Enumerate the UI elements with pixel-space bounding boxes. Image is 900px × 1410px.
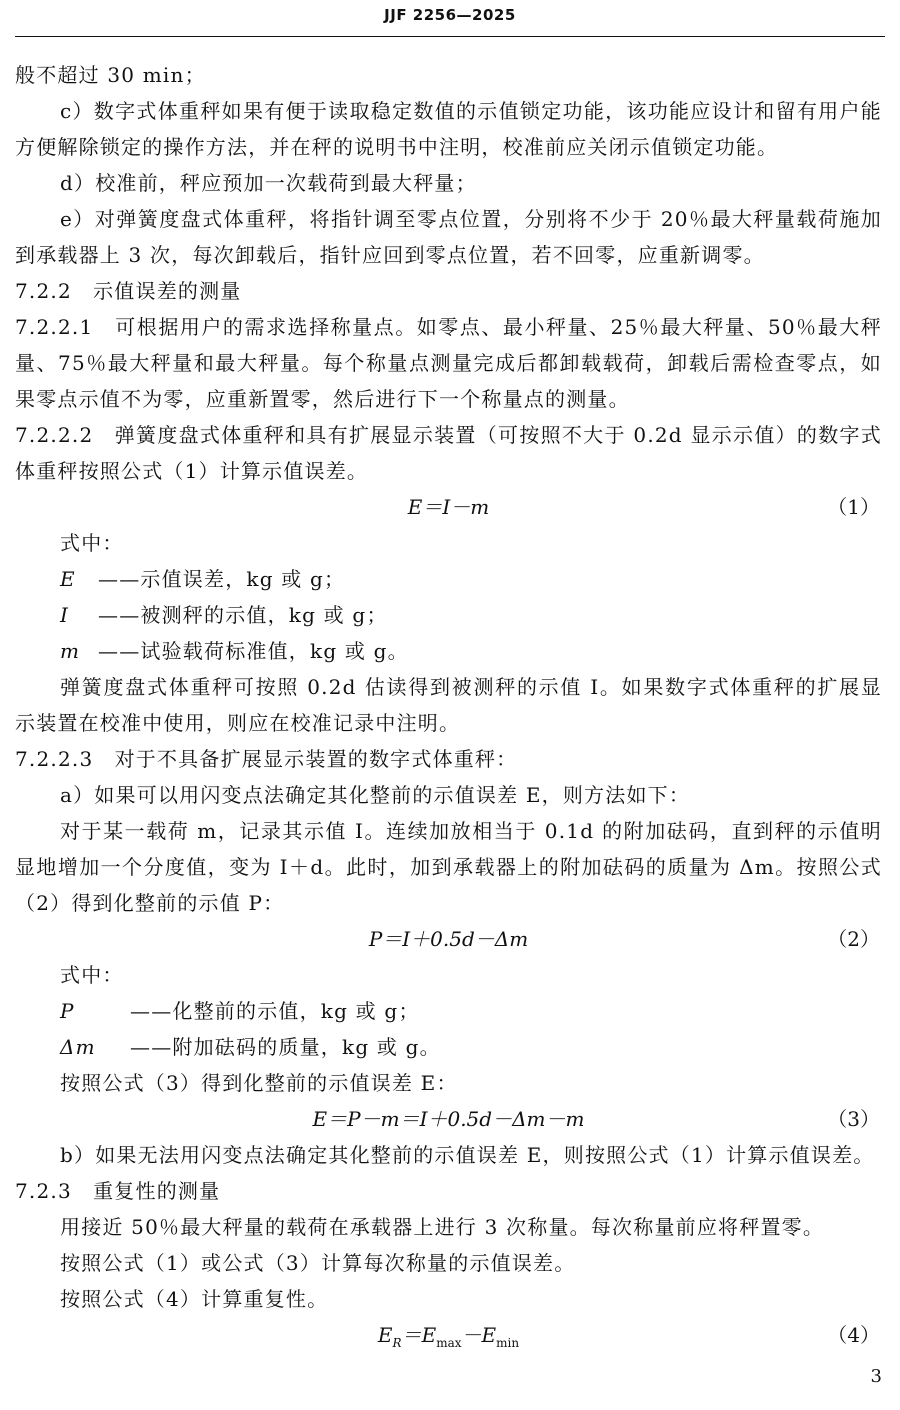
- formula-2-expression: P＝I＋0.5d－Δm: [368, 927, 529, 951]
- formula-1-number: （1）: [827, 495, 880, 519]
- where-label-2: 式中：: [60, 963, 124, 987]
- formula-2: [15, 921, 882, 957]
- definition-E-text: ——示值误差，kg 或 g；: [98, 567, 346, 591]
- definition-delta-m-text: ——附加砝码的质量，kg 或 g。: [130, 1035, 441, 1059]
- definition-P: [15, 993, 882, 1029]
- repeatability-text-3: 按照公式（4）计算重复性。: [60, 1287, 329, 1311]
- repeatability-text-2: 按照公式（1）或公式（3）计算每次称量的示值误差。: [60, 1251, 576, 1275]
- clause-7-2-2-1: 7.2.2.1 可根据用户的需求选择称量点。如零点、最小秤量、25％最大秤量、50％最大秤量、75％最大秤量和最大秤量。每个称量点测量完成后都卸载载荷，卸载后需检查零点，如果零点示值不为零，应重新置零，然后进行下一个称量点的测量。: [15, 315, 882, 411]
- formula-4-equals: ＝E: [401, 1323, 437, 1347]
- section-7-2-3-heading: 7.2.3 重复性的测量: [15, 1179, 221, 1203]
- definition-I-text: ——被测秤的示值，kg 或 g；: [98, 603, 388, 627]
- clause-7-2-2-2: 7.2.2.2 弹簧度盘式体重秤和具有扩展显示装置（可按照不大于 0.2d 显示示值）的数字式体重秤按照公式（1）计算示值误差。: [15, 423, 882, 483]
- formula-1-expression: E＝I－m: [407, 495, 490, 519]
- formula-1: [15, 489, 882, 525]
- symbol-delta-m: Δm: [60, 1035, 96, 1059]
- repeatability-text-1: 用接近 50％最大秤量的载荷在承载器上进行 3 次称量。每次称量前应将秤置零。: [60, 1215, 825, 1239]
- symbol-m: m: [60, 639, 81, 663]
- item-e: e）对弹簧度盘式体重秤，将指针调至零点位置，分别将不少于 20％最大秤量载荷施加到承载器上 3 次，每次卸载后，指针应回到零点位置，若不回零，应重新调零。: [15, 207, 882, 267]
- page-header-code: JJF 2256—2025: [384, 6, 516, 24]
- formula-4-expression: [377, 1323, 520, 1350]
- formula-3-intro: 按照公式（3）得到化整前的示值误差 E：: [60, 1071, 458, 1095]
- item-a: a）如果可以用闪变点法确定其化整前的示值误差 E，则方法如下：: [60, 783, 691, 807]
- formula-4-number: （4）: [827, 1323, 880, 1347]
- item-d: d）校准前，秤应预加一次载荷到最大秤量；: [60, 171, 477, 195]
- formula-4-E: E: [377, 1323, 393, 1347]
- note-reading: 弹簧度盘式体重秤可按照 0.2d 估读得到被测秤的示值 I。如果数字式体重秤的扩展显示装置在校准中使用，则应在校准记录中注明。: [15, 675, 882, 735]
- definition-m-text: ——试验载荷标准值，kg 或 g。: [98, 639, 409, 663]
- document-body: [15, 57, 882, 1353]
- definition-P-text: ——化整前的示值，kg 或 g；: [130, 999, 420, 1023]
- symbol-E: E: [60, 567, 76, 591]
- definition-delta-m: [15, 1029, 882, 1065]
- formula-4-minus: －E: [461, 1323, 497, 1347]
- item-a-body: 对于某一载荷 m，记录其示值 I。连续加放相当于 0.1d 的附加砝码，直到秤的示值明显地增加一个分度值，变为 I＋d。此时，加到承载器上的附加砝码的质量为 Δm。按照公式（2）得到化整前的示值 P：: [15, 819, 882, 915]
- where-label-1: 式中：: [60, 531, 124, 555]
- definition-m: [15, 633, 882, 669]
- clause-7-2-2-3: 7.2.2.3 对于不具备扩展显示装置的数字式体重秤：: [15, 747, 518, 771]
- formula-4-sub-max: max: [436, 1336, 462, 1350]
- symbol-I: I: [60, 603, 70, 627]
- header-rule: [15, 36, 885, 37]
- symbol-P: P: [60, 999, 75, 1023]
- formula-3-expression: E＝P－m＝I＋0.5d－Δm－m: [312, 1107, 585, 1131]
- formula-3: [15, 1101, 882, 1137]
- formula-4-sub-min: min: [496, 1336, 520, 1350]
- formula-4-sub-R: R: [392, 1336, 402, 1350]
- formula-3-number: （3）: [827, 1107, 880, 1131]
- formula-4: [15, 1317, 882, 1353]
- item-b: b）如果无法用闪变点法确定其化整前的示值误差 E，则按照公式（1）计算示值误差。: [60, 1143, 875, 1167]
- text-continuation: 般不超过 30 min；: [15, 63, 206, 87]
- item-c: c）数字式体重秤如果有便于读取稳定数值的示值锁定功能，该功能应设计和留有用户能方便解除锁定的操作方法，并在秤的说明书中注明，校准前应关闭示值锁定功能。: [15, 99, 882, 159]
- definition-E: [15, 561, 882, 597]
- page-number: 3: [870, 1366, 882, 1387]
- formula-2-number: （2）: [827, 927, 880, 951]
- section-7-2-2-heading: 7.2.2 示值误差的测量: [15, 279, 242, 303]
- definition-I: [15, 597, 882, 633]
